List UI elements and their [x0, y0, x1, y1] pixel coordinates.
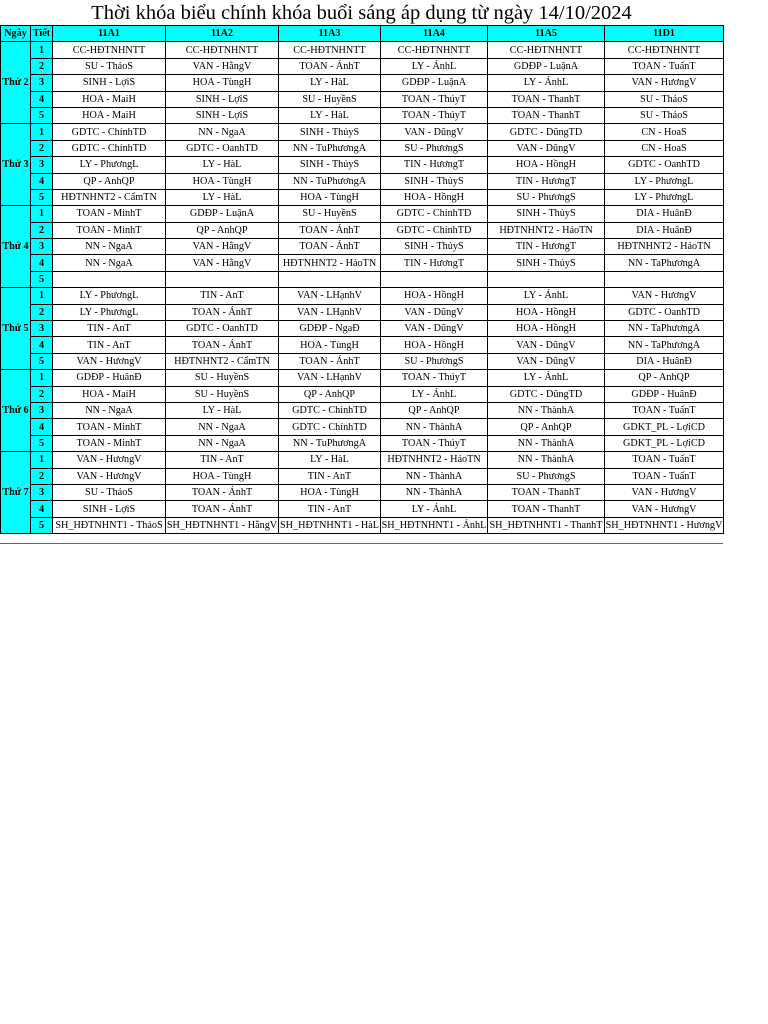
lesson-cell-11d1: VAN - HươngV — [605, 484, 724, 500]
lesson-cell-11a5: NN - ThànhA — [488, 435, 605, 451]
lesson-cell-11a3: CC-HĐTNHNTT — [279, 42, 381, 58]
lesson-cell-11a1: TOAN - MinhT — [53, 206, 166, 222]
lesson-cell-11d1: QP - AnhQP — [605, 370, 724, 386]
lesson-cell-11a2: TOAN - ÁnhT — [166, 484, 279, 500]
lesson-cell-11a1: TOAN - MinhT — [53, 419, 166, 435]
lesson-cell-11a2: QP - AnhQP — [166, 222, 279, 238]
lesson-cell-11a1: QP - AnhQP — [53, 173, 166, 189]
lesson-cell-11d1: CN - HoaS — [605, 140, 724, 156]
day-label: Thứ 5 — [1, 288, 31, 370]
lesson-cell-11d1 — [605, 271, 724, 287]
day-label: Thứ 6 — [1, 370, 31, 452]
lesson-cell-11a4: TOAN - ThúyT — [381, 91, 488, 107]
header-class-11a2: 11A2 — [166, 26, 279, 42]
lesson-cell-11d1: GDKT_PL - LợiCD — [605, 419, 724, 435]
lesson-cell-11a2: VAN - HằngV — [166, 255, 279, 271]
table-row — [1, 58, 724, 74]
lesson-cell-11d1: LY - PhươngL — [605, 173, 724, 189]
period-number: 5 — [31, 353, 53, 369]
period-number: 2 — [31, 140, 53, 156]
lesson-cell-11d1: GDTC - OanhTD — [605, 157, 724, 173]
lesson-cell-11a5: SINH - ThủyS — [488, 255, 605, 271]
lesson-cell-11a5: CC-HĐTNHNTT — [488, 42, 605, 58]
lesson-cell-11d1: SU - ThảoS — [605, 91, 724, 107]
lesson-cell-11a2: SH_HĐTNHNT1 - HằngV — [166, 517, 279, 533]
lesson-cell-11a2: SU - HuyềnS — [166, 370, 279, 386]
period-number: 2 — [31, 386, 53, 402]
period-number: 3 — [31, 321, 53, 337]
lesson-cell-11a2: SINH - LợiS — [166, 107, 279, 123]
table-row — [1, 206, 724, 222]
lesson-cell-11a1: NN - NgaA — [53, 402, 166, 418]
lesson-cell-11a5: VAN - DũngV — [488, 337, 605, 353]
lesson-cell-11d1: VAN - HươngV — [605, 501, 724, 517]
period-number: 5 — [31, 517, 53, 533]
lesson-cell-11d1: VAN - HươngV — [605, 75, 724, 91]
lesson-cell-11a5: LY - ÁnhL — [488, 75, 605, 91]
lesson-cell-11a5: QP - AnhQP — [488, 419, 605, 435]
lesson-cell-11a4: NN - ThànhA — [381, 484, 488, 500]
timetable-header — [1, 26, 724, 42]
table-row — [1, 42, 724, 58]
lesson-cell-11a3: HOA - TùngH — [279, 337, 381, 353]
lesson-cell-11a3: LY - HàL — [279, 107, 381, 123]
table-row — [1, 402, 724, 418]
header-class-11a4: 11A4 — [381, 26, 488, 42]
lesson-cell-11a4: VAN - DũngV — [381, 304, 488, 320]
lesson-cell-11a3: TIN - AnT — [279, 501, 381, 517]
lesson-cell-11a5: TOAN - ThanhT — [488, 484, 605, 500]
lesson-cell-11a3: VAN - LHạnhV — [279, 288, 381, 304]
lesson-cell-11a5: GDTC - DũngTD — [488, 124, 605, 140]
lesson-cell-11a3: HOA - TùngH — [279, 189, 381, 205]
lesson-cell-11a2: VAN - HằngV — [166, 58, 279, 74]
lesson-cell-11a5: LY - ÁnhL — [488, 288, 605, 304]
lesson-cell-11d1: TOAN - TuấnT — [605, 58, 724, 74]
lesson-cell-11a3: TOAN - ÁnhT — [279, 222, 381, 238]
lesson-cell-11a5: TIN - HươngT — [488, 239, 605, 255]
lesson-cell-11a4: TIN - HươngT — [381, 255, 488, 271]
lesson-cell-11a5: SH_HĐTNHNT1 - ThanhT — [488, 517, 605, 533]
lesson-cell-11a5: NN - ThànhA — [488, 402, 605, 418]
period-number: 2 — [31, 468, 53, 484]
lesson-cell-11a2: HOA - TùngH — [166, 173, 279, 189]
lesson-cell-11a3: VAN - LHạnhV — [279, 304, 381, 320]
lesson-cell-11a2: TOAN - ÁnhT — [166, 501, 279, 517]
lesson-cell-11a3: NN - TuPhươngA — [279, 435, 381, 451]
lesson-cell-11a4: VAN - DũngV — [381, 321, 488, 337]
period-number: 5 — [31, 189, 53, 205]
lesson-cell-11a3: SU - HuyềnS — [279, 91, 381, 107]
table-row — [1, 321, 724, 337]
period-number: 4 — [31, 91, 53, 107]
lesson-cell-11a1: HOA - MaiH — [53, 91, 166, 107]
lesson-cell-11a4: GDTC - ChínhTD — [381, 222, 488, 238]
lesson-cell-11a4: NN - ThànhA — [381, 419, 488, 435]
lesson-cell-11d1: HĐTNHNT2 - HảoTN — [605, 239, 724, 255]
lesson-cell-11d1: VAN - HươngV — [605, 288, 724, 304]
lesson-cell-11a5: SU - PhươngS — [488, 468, 605, 484]
period-number: 1 — [31, 206, 53, 222]
lesson-cell-11a5: HĐTNHNT2 - HảoTN — [488, 222, 605, 238]
lesson-cell-11a3: SINH - ThủyS — [279, 157, 381, 173]
lesson-cell-11a3: NN - TuPhươngA — [279, 173, 381, 189]
lesson-cell-11d1: GDĐP - HuânĐ — [605, 386, 724, 402]
lesson-cell-11a3: SU - HuyềnS — [279, 206, 381, 222]
lesson-cell-11a1: VAN - HươngV — [53, 468, 166, 484]
header-class-11a3: 11A3 — [279, 26, 381, 42]
day-label: Thứ 3 — [1, 124, 31, 206]
lesson-cell-11a5: SU - PhươngS — [488, 189, 605, 205]
table-row — [1, 452, 724, 468]
lesson-cell-11a3 — [279, 271, 381, 287]
lesson-cell-11d1: GDTC - OanhTD — [605, 304, 724, 320]
lesson-cell-11a1: HOA - MaiH — [53, 107, 166, 123]
lesson-cell-11a3: TIN - AnT — [279, 468, 381, 484]
lesson-cell-11a1: LY - PhươngL — [53, 304, 166, 320]
day-label: Thứ 7 — [1, 452, 31, 534]
lesson-cell-11a4: QP - AnhQP — [381, 402, 488, 418]
table-row — [1, 157, 724, 173]
lesson-cell-11a2: SINH - LợiS — [166, 91, 279, 107]
lesson-cell-11d1: CC-HĐTNHNTT — [605, 42, 724, 58]
lesson-cell-11a5: TOAN - ThanhT — [488, 91, 605, 107]
header-class-11a1: 11A1 — [53, 26, 166, 42]
period-number: 3 — [31, 157, 53, 173]
table-row — [1, 222, 724, 238]
lesson-cell-11a2: NN - NgaA — [166, 419, 279, 435]
header-period: Tiết — [31, 26, 53, 42]
lesson-cell-11a1: HĐTNHNT2 - CẩmTN — [53, 189, 166, 205]
period-number: 2 — [31, 304, 53, 320]
lesson-cell-11a4: SU - PhươngS — [381, 140, 488, 156]
lesson-cell-11a4: CC-HĐTNHNTT — [381, 42, 488, 58]
lesson-cell-11a3: LY - HàL — [279, 452, 381, 468]
timetable — [0, 25, 724, 534]
header-class-11d1: 11D1 — [605, 26, 724, 42]
lesson-cell-11a4: NN - ThànhA — [381, 468, 488, 484]
lesson-cell-11a2: GDTC - OanhTD — [166, 321, 279, 337]
lesson-cell-11a1: TOAN - MinhT — [53, 222, 166, 238]
lesson-cell-11a1: VAN - HươngV — [53, 452, 166, 468]
lesson-cell-11d1: NN - TaPhươngA — [605, 337, 724, 353]
timetable-body — [1, 42, 724, 534]
table-row — [1, 75, 724, 91]
period-number: 4 — [31, 501, 53, 517]
table-row — [1, 271, 724, 287]
lesson-cell-11a1: LY - PhươngL — [53, 157, 166, 173]
table-row — [1, 304, 724, 320]
lesson-cell-11a3: TOAN - ÁnhT — [279, 239, 381, 255]
lesson-cell-11d1: NN - TaPhươngA — [605, 321, 724, 337]
lesson-cell-11a1: TOAN - MinhT — [53, 435, 166, 451]
lesson-cell-11a4: HĐTNHNT2 - HảoTN — [381, 452, 488, 468]
lesson-cell-11a4: SINH - ThủyS — [381, 173, 488, 189]
day-label: Thứ 2 — [1, 42, 31, 124]
lesson-cell-11d1: DIA - HuânĐ — [605, 222, 724, 238]
lesson-cell-11a2: TIN - AnT — [166, 288, 279, 304]
lesson-cell-11a5: TOAN - ThanhT — [488, 501, 605, 517]
lesson-cell-11a5: GDTC - DũngTD — [488, 386, 605, 402]
period-number: 1 — [31, 452, 53, 468]
table-row — [1, 501, 724, 517]
table-row — [1, 484, 724, 500]
lesson-cell-11a3: HĐTNHNT2 - HảoTN — [279, 255, 381, 271]
table-row — [1, 91, 724, 107]
page-title: Thời khóa biểu chính khóa buổi sáng áp dụng từ ngày 14/10/2024 — [91, 2, 632, 24]
lesson-cell-11a2: TIN - AnT — [166, 452, 279, 468]
lesson-cell-11a2: TOAN - ÁnhT — [166, 337, 279, 353]
lesson-cell-11a4: TOAN - ThúyT — [381, 370, 488, 386]
lesson-cell-11a2: VAN - HằngV — [166, 239, 279, 255]
period-number: 1 — [31, 124, 53, 140]
period-number: 3 — [31, 402, 53, 418]
lesson-cell-11a5: HOA - HồngH — [488, 321, 605, 337]
lesson-cell-11a1: GDTC - ChínhTD — [53, 124, 166, 140]
table-row — [1, 386, 724, 402]
period-number: 3 — [31, 75, 53, 91]
lesson-cell-11a1: CC-HĐTNHNTT — [53, 42, 166, 58]
lesson-cell-11a3: GDĐP - NgaĐ — [279, 321, 381, 337]
lesson-cell-11a3: GDTC - ChínhTD — [279, 402, 381, 418]
lesson-cell-11a4: TOAN - ThúyT — [381, 435, 488, 451]
period-number: 1 — [31, 370, 53, 386]
lesson-cell-11a4: HOA - HồngH — [381, 288, 488, 304]
lesson-cell-11d1: TOAN - TuấnT — [605, 452, 724, 468]
lesson-cell-11d1: SH_HĐTNHNT1 - HươngV — [605, 517, 724, 533]
lesson-cell-11a3: QP - AnhQP — [279, 386, 381, 402]
lesson-cell-11a4: HOA - HồngH — [381, 337, 488, 353]
header-class-11a5: 11A5 — [488, 26, 605, 42]
lesson-cell-11d1: TOAN - TuấnT — [605, 468, 724, 484]
table-end-line — [0, 543, 723, 544]
lesson-cell-11a2: TOAN - ÁnhT — [166, 304, 279, 320]
period-number: 4 — [31, 337, 53, 353]
lesson-cell-11a2: LY - HàL — [166, 402, 279, 418]
lesson-cell-11a3: VAN - LHạnhV — [279, 370, 381, 386]
lesson-cell-11a1: TIN - AnT — [53, 337, 166, 353]
lesson-cell-11a1: GDTC - ChínhTD — [53, 140, 166, 156]
lesson-cell-11a2: HĐTNHNT2 - CẩmTN — [166, 353, 279, 369]
lesson-cell-11a2: HOA - TùngH — [166, 75, 279, 91]
period-number: 1 — [31, 288, 53, 304]
lesson-cell-11a1: SINH - LợiS — [53, 501, 166, 517]
lesson-cell-11a2: GDĐP - LuậnA — [166, 206, 279, 222]
lesson-cell-11a5: GDĐP - LuậnA — [488, 58, 605, 74]
lesson-cell-11a3: GDTC - ChínhTD — [279, 419, 381, 435]
table-row — [1, 517, 724, 533]
lesson-cell-11a1: SH_HĐTNHNT1 - ThảoS — [53, 517, 166, 533]
lesson-cell-11a1: SU - ThảoS — [53, 58, 166, 74]
lesson-cell-11a5: TOAN - ThanhT — [488, 107, 605, 123]
header-row — [1, 26, 724, 42]
lesson-cell-11a5: SINH - ThủyS — [488, 206, 605, 222]
lesson-cell-11a4: SH_HĐTNHNT1 - ÁnhL — [381, 517, 488, 533]
table-row — [1, 239, 724, 255]
period-number: 5 — [31, 435, 53, 451]
lesson-cell-11d1: LY - PhươngL — [605, 189, 724, 205]
lesson-cell-11a4: GDĐP - LuậnA — [381, 75, 488, 91]
lesson-cell-11a4: TOAN - ThúyT — [381, 107, 488, 123]
lesson-cell-11d1: CN - HoaS — [605, 124, 724, 140]
lesson-cell-11a5: VAN - DũngV — [488, 140, 605, 156]
lesson-cell-11a1: VAN - HươngV — [53, 353, 166, 369]
table-row — [1, 419, 724, 435]
lesson-cell-11a1: SINH - LợiS — [53, 75, 166, 91]
lesson-cell-11d1: SU - ThảoS — [605, 107, 724, 123]
lesson-cell-11a3: NN - TuPhươngA — [279, 140, 381, 156]
lesson-cell-11a5 — [488, 271, 605, 287]
lesson-cell-11d1: DIA - HuânĐ — [605, 206, 724, 222]
lesson-cell-11a4: LY - ÁnhL — [381, 501, 488, 517]
lesson-cell-11a5: HOA - HồngH — [488, 157, 605, 173]
lesson-cell-11a2: HOA - TùngH — [166, 468, 279, 484]
lesson-cell-11a2: NN - NgaA — [166, 124, 279, 140]
lesson-cell-11a5: HOA - HồngH — [488, 304, 605, 320]
lesson-cell-11a1: SU - ThảoS — [53, 484, 166, 500]
table-row — [1, 189, 724, 205]
lesson-cell-11a1: GDĐP - HuânĐ — [53, 370, 166, 386]
lesson-cell-11a5: VAN - DũngV — [488, 353, 605, 369]
lesson-cell-11a3: HOA - TùngH — [279, 484, 381, 500]
lesson-cell-11a3: TOAN - ÁnhT — [279, 353, 381, 369]
lesson-cell-11a4: SU - PhươngS — [381, 353, 488, 369]
period-number: 5 — [31, 107, 53, 123]
lesson-cell-11d1: DIA - HuânĐ — [605, 353, 724, 369]
lesson-cell-11a2: GDTC - OanhTD — [166, 140, 279, 156]
lesson-cell-11a1: TIN - AnT — [53, 321, 166, 337]
period-number: 2 — [31, 58, 53, 74]
lesson-cell-11d1: NN - TaPhươngA — [605, 255, 724, 271]
period-number: 4 — [31, 173, 53, 189]
lesson-cell-11a4: LY - ÁnhL — [381, 58, 488, 74]
lesson-cell-11a1: LY - PhươngL — [53, 288, 166, 304]
lesson-cell-11a3: SINH - ThủyS — [279, 124, 381, 140]
lesson-cell-11a5: LY - ÁnhL — [488, 370, 605, 386]
lesson-cell-11a5: NN - ThànhA — [488, 452, 605, 468]
lesson-cell-11a2: LY - HàL — [166, 157, 279, 173]
period-number: 2 — [31, 222, 53, 238]
lesson-cell-11a2: SU - HuyềnS — [166, 386, 279, 402]
period-number: 4 — [31, 419, 53, 435]
table-row — [1, 140, 724, 156]
lesson-cell-11a2: LY - HàL — [166, 189, 279, 205]
lesson-cell-11a1: NN - NgaA — [53, 255, 166, 271]
period-number: 3 — [31, 239, 53, 255]
lesson-cell-11a1 — [53, 271, 166, 287]
lesson-cell-11a1: HOA - MaiH — [53, 386, 166, 402]
lesson-cell-11a2: NN - NgaA — [166, 435, 279, 451]
lesson-cell-11a4: GDTC - ChínhTD — [381, 206, 488, 222]
lesson-cell-11a4: LY - ÁnhL — [381, 386, 488, 402]
table-row — [1, 124, 724, 140]
lesson-cell-11d1: GDKT_PL - LợiCD — [605, 435, 724, 451]
lesson-cell-11a2: CC-HĐTNHNTT — [166, 42, 279, 58]
period-number: 3 — [31, 484, 53, 500]
lesson-cell-11a4: HOA - HồngH — [381, 189, 488, 205]
period-number: 5 — [31, 271, 53, 287]
table-row — [1, 107, 724, 123]
lesson-cell-11a1: NN - NgaA — [53, 239, 166, 255]
lesson-cell-11a3: SH_HĐTNHNT1 - HàL — [279, 517, 381, 533]
lesson-cell-11d1: TOAN - TuấnT — [605, 402, 724, 418]
table-row — [1, 337, 724, 353]
header-day: Ngày — [1, 26, 31, 42]
lesson-cell-11a4: SINH - ThủyS — [381, 239, 488, 255]
lesson-cell-11a4: TIN - HươngT — [381, 157, 488, 173]
lesson-cell-11a5: TIN - HươngT — [488, 173, 605, 189]
table-row — [1, 435, 724, 451]
day-label: Thứ 4 — [1, 206, 31, 288]
table-row — [1, 255, 724, 271]
period-number: 1 — [31, 42, 53, 58]
table-row — [1, 353, 724, 369]
lesson-cell-11a4: VAN - DũngV — [381, 124, 488, 140]
table-row — [1, 370, 724, 386]
table-row — [1, 288, 724, 304]
lesson-cell-11a2 — [166, 271, 279, 287]
lesson-cell-11a3: TOAN - ÁnhT — [279, 58, 381, 74]
lesson-cell-11a3: LY - HàL — [279, 75, 381, 91]
lesson-cell-11a4 — [381, 271, 488, 287]
table-row — [1, 468, 724, 484]
table-row — [1, 173, 724, 189]
period-number: 4 — [31, 255, 53, 271]
